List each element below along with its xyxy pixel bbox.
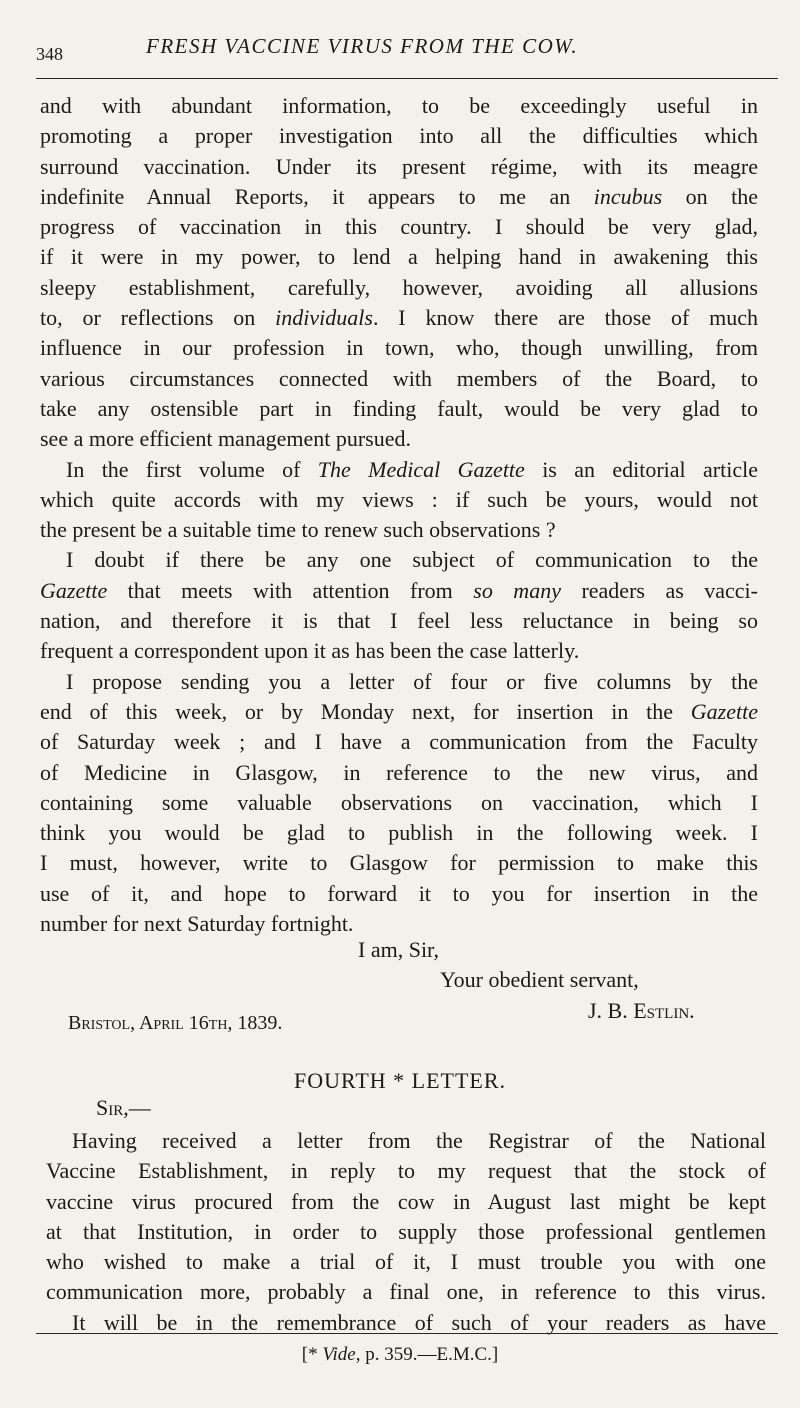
text-line: surround vaccination. Under its present régime, with its meagre <box>40 153 758 179</box>
text-line: frequent a correspondent upon it as has been the case latterly. <box>40 638 580 664</box>
text-line: I doubt if there be any one subject of communication to the <box>66 547 758 573</box>
footnote-rule <box>36 1333 778 1334</box>
text-line: various circumstances connected with members of the Board, to <box>40 365 758 391</box>
text-line: if it were in my power, to lend a helping hand in awakening this <box>40 244 758 270</box>
text-line: to, or reflections on individuals. I know there are those of much <box>40 305 758 331</box>
text-line: the present be a suitable time to renew such observations ? <box>40 517 556 543</box>
text-line: and with abundant information, to be exceedingly useful in <box>40 93 758 118</box>
letter-heading: FOURTH * LETTER. <box>293 1068 507 1093</box>
text-line: at that Institution, in order to supply those professional gentlemen <box>46 1218 766 1244</box>
text-line: Vaccine Establishment, in reply to my request that the stock of <box>46 1158 766 1184</box>
text-line: communication more, probably a final one, in reference to this virus. <box>46 1279 766 1305</box>
text-line: number for next Saturday fortnight. <box>40 911 354 937</box>
letter-one-body <box>40 91 758 939</box>
signature: J. B. Estlin. <box>588 998 695 1023</box>
text-line: Having received a letter from the Registrar of the National <box>72 1128 766 1153</box>
text-line: see a more efficient management pursued. <box>40 426 411 452</box>
text-line: of Saturday week ; and I have a communication from the Faculty <box>40 729 758 755</box>
text-line: In the first volume of The Medical Gazette is an editorial article <box>66 456 758 482</box>
sign-off: Your obedient servant, <box>440 967 639 992</box>
closing-line: I am, Sir, <box>358 937 439 962</box>
text-line: think you would be glad to publish in the following week. I <box>40 820 758 846</box>
text-line: Gazette that meets with attention from so many readers as vacci- <box>40 577 758 603</box>
text-line: use of it, and hope to forward it to you for insertion in the <box>40 880 758 906</box>
text-line: I must, however, write to Glasgow for permission to make this <box>40 850 758 876</box>
letter-two-body <box>46 1126 766 1338</box>
text-line: which quite accords with my views : if such be yours, would not <box>40 486 758 512</box>
text-line: It will be in the remembrance of such of your readers as have <box>72 1309 766 1335</box>
text-line: vaccine virus procured from the cow in August last might be kept <box>46 1188 766 1214</box>
footnote: [* Vide, p. 359.—E.M.C.] <box>301 1344 499 1365</box>
text-line: nation, and therefore it is that I feel less reluctance in being so <box>40 608 758 634</box>
text-line: sleepy establishment, carefully, however, avoiding all allusions <box>40 274 758 300</box>
text-line: promoting a proper investigation into all the difficulties which <box>40 123 758 149</box>
salutation: Sir,— <box>96 1095 151 1120</box>
text-line: take any ostensible part in finding fault, would be very glad to <box>40 395 758 421</box>
header-rule <box>36 78 778 79</box>
text-line: influence in our profession in town, who, though unwilling, from <box>40 335 758 361</box>
text-line: end of this week, or by Monday next, for insertion in the Gazette <box>40 698 758 724</box>
text-line: I propose sending you a letter of four or five columns by the <box>66 668 758 694</box>
running-head <box>36 34 766 68</box>
running-title: FRESH VACCINE VIRUS FROM THE COW. <box>146 34 579 58</box>
text-line: containing some valuable observations on vaccination, which I <box>40 789 758 815</box>
place-date: Bristol, April 16th, 1839. <box>68 1012 283 1034</box>
text-line: progress of vaccination in this country. I should be very glad, <box>40 214 758 240</box>
text-line: of Medicine in Glasgow, in reference to the new virus, and <box>40 759 758 785</box>
text-line: indefinite Annual Reports, it appears to me an incubus on the <box>40 183 758 209</box>
page-number: 348 <box>36 44 63 64</box>
text-line: who wished to make a trial of it, I must trouble you with one <box>46 1249 766 1275</box>
